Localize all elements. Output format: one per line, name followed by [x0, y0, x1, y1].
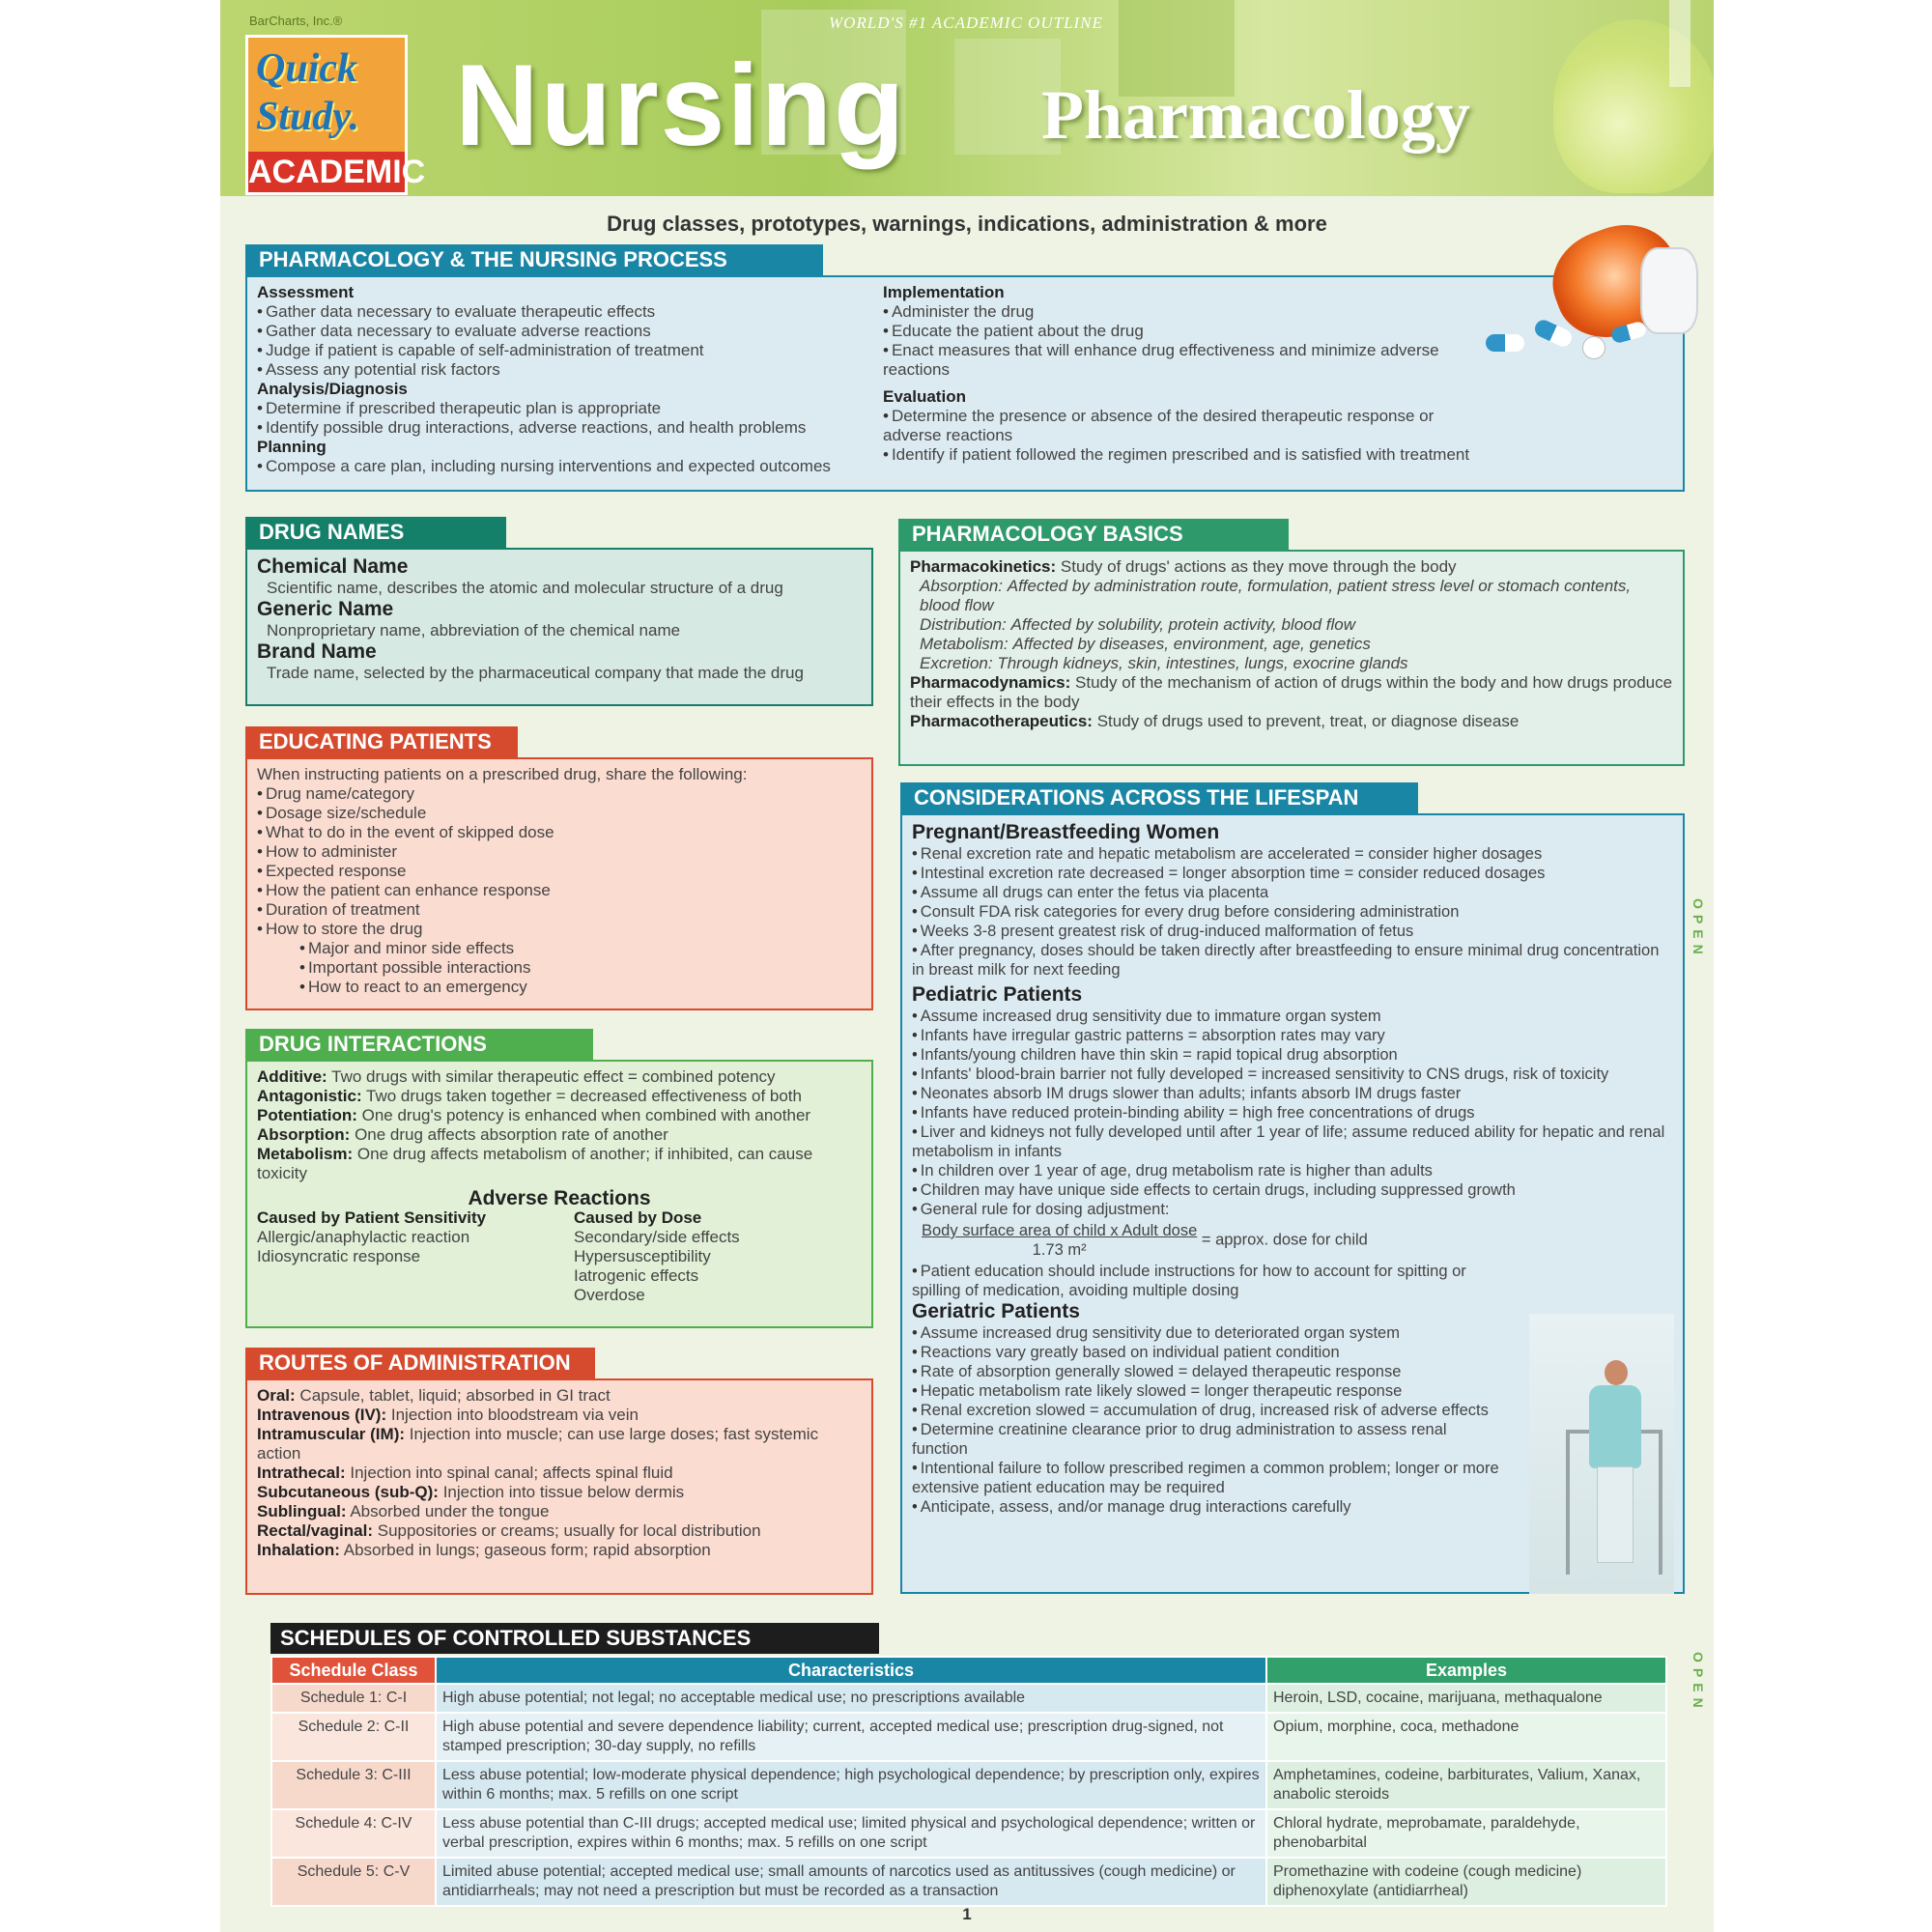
list-item: • Consult FDA risk categories for every drug before considering administration: [912, 902, 1673, 922]
list-item: • Gather data necessary to evaluate therapeutic effects: [257, 302, 854, 322]
section-header: DRUG NAMES: [245, 517, 506, 548]
schedule-class-cell: Schedule 3: C-III: [271, 1761, 436, 1809]
drug-interactions-panel: [245, 1029, 873, 1328]
logo-study: Study.: [256, 95, 359, 139]
term: Potentiation:: [257, 1106, 357, 1124]
educating-intro: When instructing patients on a prescribed drug, share the following:: [257, 765, 748, 783]
route-entry: [257, 1386, 862, 1406]
pediatric-list: [912, 1007, 1673, 1219]
drug-name-type: Brand Name: [257, 640, 377, 663]
drug-name-desc: Nonproprietary name, abbreviation of the chemical name: [267, 621, 681, 639]
adverse-reactions-heading: Adverse Reactions: [468, 1187, 651, 1209]
list-item: • After pregnancy, doses should be taken directly after breastfeeding to ensure minimal drug concentration in breast milk for next feeding: [912, 941, 1673, 980]
open-side-label: OPEN: [1690, 1652, 1706, 1714]
list-item: • Administer the drug: [883, 302, 1480, 322]
route-entry: [257, 1502, 862, 1521]
route-entry: [257, 1463, 862, 1483]
pharmacodynamics-desc: Study of the mechanism of action of drugs within the body and how drugs produce their effects in the body: [910, 673, 1673, 711]
term: Intramuscular (IM):: [257, 1425, 406, 1443]
list-item: • Expected response: [257, 862, 862, 881]
pill-bottle-illustration: [1476, 228, 1698, 363]
open-side-label: OPEN: [1690, 898, 1706, 960]
nursing-process-left: [257, 283, 854, 476]
definition: Two drugs taken together = decreased effectiveness of both: [366, 1087, 802, 1105]
publisher-credit: BarCharts, Inc.®: [249, 14, 343, 28]
planning-list: [257, 457, 854, 476]
examples-cell: Amphetamines, codeine, barbiturates, Valium, Xanax, anabolic steroids: [1266, 1761, 1666, 1809]
list-item: • Major and minor side effects: [299, 939, 862, 958]
list-item: • Neonates absorb IM drugs slower than adults; infants absorb IM drugs faster: [912, 1084, 1673, 1103]
educating-sublist: [257, 939, 862, 997]
examples-cell: Chloral hydrate, meprobamate, paraldehyde, phenobarbital: [1266, 1809, 1666, 1858]
list-item: • Assume all drugs can enter the fetus via placenta: [912, 883, 1673, 902]
quick-study-logo: [245, 35, 426, 195]
characteristics-cell: Less abuse potential than C-III drugs; accepted medical use; limited physical and psychological dependence; written or verbal prescription, expires within 6 months; max. 5 refills on one script: [436, 1809, 1266, 1858]
section-header: DRUG INTERACTIONS: [245, 1029, 593, 1060]
person-legs-icon: [1597, 1466, 1634, 1563]
term: Distribution:: [920, 615, 1007, 634]
pharmacokinetics-entry: [920, 654, 1673, 673]
term: Excretion:: [920, 654, 993, 672]
list-item: • Drug name/category: [257, 784, 862, 804]
section-body: [245, 275, 1685, 492]
definition: Affected by solubility, protein activity, blood flow: [1010, 615, 1356, 634]
definition: One drug affects absorption rate of another: [355, 1125, 668, 1144]
pediatric-heading: Pediatric Patients: [912, 983, 1083, 1006]
pharmacokinetics-entry: [920, 577, 1673, 615]
table-row: [271, 1713, 1666, 1761]
schedule-class-cell: Schedule 4: C-IV: [271, 1809, 436, 1858]
drug-names-panel: [245, 517, 873, 706]
list-item: • Renal excretion slowed = accumulation of drug, increased risk of adverse effects: [912, 1401, 1499, 1420]
drug-name-desc: Trade name, selected by the pharmaceutical company that made the drug: [267, 664, 804, 682]
list-item: • Reactions vary greatly based on individual patient condition: [912, 1343, 1499, 1362]
list-item: • Liver and kidneys not fully developed until after 1 year of life; assume reduced ability for hepatic and renal metabolism in infants: [912, 1122, 1673, 1161]
list-item: • Infants' blood-brain barrier not fully developed = increased sensitivity to CNS drugs, risk of toxicity: [912, 1065, 1673, 1084]
list-item: Iatrogenic effects: [574, 1266, 699, 1285]
page-title-sub: Pharmacology: [1041, 76, 1470, 154]
formula-result: = approx. dose for child: [1201, 1231, 1368, 1249]
list-item: • Assume increased drug sensitivity due to deteriorated organ system: [912, 1323, 1499, 1343]
assessment-list: [257, 302, 854, 380]
page-number: 1: [962, 1905, 972, 1923]
quick-study-sheet: [220, 0, 1714, 1932]
term: Oral:: [257, 1386, 296, 1405]
list-item: • Renal excretion rate and hepatic metabolism are accelerated = consider higher dosages: [912, 844, 1673, 864]
pharmacology-basics-panel: [898, 519, 1685, 766]
sensitivity-list: [257, 1228, 545, 1266]
definition: One drug affects metabolism of another; if inhibited, can cause toxicity: [257, 1145, 813, 1182]
sensitivity-column: [257, 1208, 545, 1305]
pharmacokinetics-desc: Study of drugs' actions as they move through the body: [1060, 557, 1457, 576]
definition: Two drugs with similar therapeutic effect = combined potency: [331, 1067, 776, 1086]
dose-list: [574, 1228, 862, 1305]
planning-heading: Planning: [257, 438, 327, 456]
list-item: Idiosyncratic response: [257, 1247, 421, 1265]
dose-column: [574, 1208, 862, 1305]
list-item: • Judge if patient is capable of self-administration of treatment: [257, 341, 854, 360]
pregnant-heading: Pregnant/Breastfeeding Women: [912, 821, 1220, 843]
pregnant-list: [912, 844, 1673, 980]
list-item: • Dosage size/schedule: [257, 804, 862, 823]
list-item: • Intentional failure to follow prescribed regimen a common problem; longer or more extensive patient education may be required: [912, 1459, 1499, 1497]
definition: Capsule, tablet, liquid; absorbed in GI tract: [299, 1386, 611, 1405]
term: Antagonistic:: [257, 1087, 362, 1105]
geriatric-heading: Geriatric Patients: [912, 1300, 1080, 1322]
list-item: • Infants/young children have thin skin = rapid topical drug absorption: [912, 1045, 1673, 1065]
list-item: • Determine the presence or absence of the desired therapeutic response or adverse reactions: [883, 407, 1480, 445]
list-item: • Anticipate, assess, and/or manage drug interactions carefully: [912, 1497, 1499, 1517]
column-header-examples: Examples: [1266, 1657, 1666, 1684]
examples-cell: Opium, morphine, coca, methadone: [1266, 1713, 1666, 1761]
drug-name-desc: Scientific name, describes the atomic and molecular structure of a drug: [267, 579, 783, 597]
list-item: • Assess any potential risk factors: [257, 360, 854, 380]
interaction-entry: [257, 1106, 862, 1125]
section-body: [898, 550, 1685, 766]
term: Absorption:: [920, 577, 1003, 595]
list-item: • Children may have unique side effects to certain drugs, including suppressed growth: [912, 1180, 1673, 1200]
pharmacokinetics-entry: [920, 635, 1673, 654]
evaluation-list: [883, 407, 1480, 465]
section-header: ROUTES OF ADMINISTRATION: [245, 1348, 595, 1378]
route-entry: [257, 1521, 862, 1541]
header-banner: [220, 0, 1714, 196]
list-item: • How the patient can enhance response: [257, 881, 862, 900]
list-item: • Intestinal excretion rate decreased = longer absorption time = consider reduced dosages: [912, 864, 1673, 883]
definition: Affected by diseases, environment, age, genetics: [1012, 635, 1371, 653]
implementation-heading: Implementation: [883, 283, 1005, 301]
pharmacokinetics-list: [910, 577, 1673, 673]
characteristics-cell: High abuse potential and severe dependence liability; current, accepted medical use; prescription drug-signed, not stamped prescription; 30-day supply, no refills: [436, 1713, 1266, 1761]
definition: Injection into spinal canal; affects spinal fluid: [350, 1463, 673, 1482]
definition: Absorbed in lungs; gaseous form; rapid absorption: [343, 1541, 711, 1559]
list-item: • Hepatic metabolism rate likely slowed = longer therapeutic response: [912, 1381, 1499, 1401]
examples-cell: Heroin, LSD, cocaine, marijuana, methaqualone: [1266, 1684, 1666, 1713]
formula-denominator: 1.73 m²: [1032, 1241, 1087, 1259]
list-item: • Compose a care plan, including nursing interventions and expected outcomes: [257, 457, 854, 476]
list-item: • Educate the patient about the drug: [883, 322, 1480, 341]
list-item: • Patient education should include instructions for how to account for spitting or spilling of medication, avoiding multiple dosing: [912, 1262, 1499, 1300]
section-header: SCHEDULES OF CONTROLLED SUBSTANCES: [270, 1623, 879, 1654]
term: Intrathecal:: [257, 1463, 346, 1482]
table-row: [271, 1761, 1666, 1809]
list-item: • Infants have reduced protein-binding ability = high free concentrations of drugs: [912, 1103, 1673, 1122]
term: Sublingual:: [257, 1502, 347, 1520]
term: Intravenous (IV):: [257, 1406, 387, 1424]
educating-patients-panel: [245, 726, 873, 1010]
section-body: [245, 757, 873, 1010]
definition: One drug's potency is enhanced when combined with another: [361, 1106, 811, 1124]
list-item: • General rule for dosing adjustment:: [912, 1200, 1673, 1219]
interaction-entry: [257, 1145, 862, 1183]
routes-panel: [245, 1348, 873, 1595]
characteristics-cell: High abuse potential; not legal; no acceptable medical use; no prescriptions available: [436, 1684, 1266, 1713]
schedule-class-cell: Schedule 1: C-I: [271, 1684, 436, 1713]
term: Absorption:: [257, 1125, 351, 1144]
section-body: [245, 1060, 873, 1328]
term: Metabolism:: [920, 635, 1009, 653]
definition: Injection into tissue below dermis: [442, 1483, 685, 1501]
interaction-entry: [257, 1087, 862, 1106]
page-title-main: Nursing: [455, 41, 907, 170]
list-item: • What to do in the event of skipped dose: [257, 823, 862, 842]
column-header-characteristics: Characteristics: [436, 1657, 1266, 1684]
test-tube-illustration: [1669, 0, 1690, 87]
section-header: CONSIDERATIONS ACROSS THE LIFESPAN: [900, 782, 1418, 813]
term: Rectal/vaginal:: [257, 1521, 373, 1540]
tablet-icon: [1582, 336, 1605, 359]
list-item: Allergic/anaphylactic reaction: [257, 1228, 470, 1246]
implementation-list: [883, 302, 1480, 380]
pharmacokinetics-entry: [920, 615, 1673, 635]
definition: Absorbed under the tongue: [350, 1502, 550, 1520]
page-subtitle: Drug classes, prototypes, warnings, indications, administration & more: [607, 212, 1327, 236]
list-item: • Identify possible drug interactions, adverse reactions, and health problems: [257, 418, 854, 438]
list-item: • Enact measures that will enhance drug effectiveness and minimize adverse reactions: [883, 341, 1480, 380]
section-header: PHARMACOLOGY BASICS: [898, 519, 1289, 550]
list-item: • How to store the drug: [257, 920, 862, 939]
educating-list: [257, 784, 862, 939]
route-entry: [257, 1541, 862, 1560]
list-item: • Determine creatinine clearance prior to drug administration to assess renal function: [912, 1420, 1499, 1459]
analysis-heading: Analysis/Diagnosis: [257, 380, 408, 398]
definition: Injection into muscle; can use large doses; fast systemic action: [257, 1425, 819, 1463]
definition: Suppositories or creams; usually for local distribution: [377, 1521, 761, 1540]
list-item: • Determine if prescribed therapeutic plan is appropriate: [257, 399, 854, 418]
list-item: Hypersusceptibility: [574, 1247, 711, 1265]
pharmacodynamics-term: Pharmacodynamics:: [910, 673, 1071, 692]
interaction-entry: [257, 1067, 862, 1087]
list-item: • Important possible interactions: [299, 958, 862, 978]
route-entry: [257, 1406, 862, 1425]
schedule-class-cell: Schedule 2: C-II: [271, 1713, 436, 1761]
column-header-class: Schedule Class: [271, 1657, 436, 1684]
section-header: PHARMACOLOGY & THE NURSING PROCESS: [245, 244, 823, 275]
drug-name-type: Generic Name: [257, 598, 394, 620]
table-row: [271, 1684, 1666, 1713]
list-item: Secondary/side effects: [574, 1228, 740, 1246]
definition: Injection into bloodstream via vein: [390, 1406, 639, 1424]
examples-cell: Promethazine with codeine (cough medicine) diphenoxylate (antidiarrheal): [1266, 1858, 1666, 1906]
interactions-list: [257, 1067, 862, 1183]
elderly-patient-illustration: [1529, 1314, 1674, 1594]
list-item: • Assume increased drug sensitivity due to immature organ system: [912, 1007, 1673, 1026]
list-item: • Infants have irregular gastric patterns = absorption rates may vary: [912, 1026, 1673, 1045]
schedules-table: [270, 1656, 1667, 1907]
definition: Through kidneys, skin, intestines, lungs, exocrine glands: [997, 654, 1408, 672]
list-item: • Weeks 3-8 present greatest risk of drug-induced malformation of fetus: [912, 922, 1673, 941]
logo-quick: Quick: [256, 46, 357, 91]
list-item: • How to react to an emergency: [299, 978, 862, 997]
term: Metabolism:: [257, 1145, 354, 1163]
nursing-process-panel: [245, 244, 1685, 492]
capsule-icon: [1486, 334, 1524, 352]
term: Additive:: [257, 1067, 327, 1086]
schedules-table-body: [271, 1684, 1666, 1906]
bottle-cap-icon: [1640, 247, 1698, 334]
sensitivity-heading: Caused by Patient Sensitivity: [257, 1208, 487, 1227]
tagline: WORLD'S #1 ACADEMIC OUTLINE: [829, 14, 1103, 32]
section-body: [245, 1378, 873, 1595]
evaluation-heading: Evaluation: [883, 387, 966, 406]
interaction-entry: [257, 1125, 862, 1145]
list-item: • Duration of treatment: [257, 900, 862, 920]
analysis-list: [257, 399, 854, 438]
characteristics-cell: Less abuse potential; low-moderate physical dependence; high psychological dependence; by prescription only, expires within 6 months; max. 5 refills on one script: [436, 1761, 1266, 1809]
list-item: • How to administer: [257, 842, 862, 862]
pediatric-last-list: [912, 1262, 1673, 1300]
table-row: [271, 1858, 1666, 1906]
term: Inhalation:: [257, 1541, 340, 1559]
logo-academic: ACADEMIC: [248, 154, 426, 190]
route-entry: [257, 1483, 862, 1502]
person-head-icon: [1605, 1360, 1628, 1385]
pharmacotherapeutics-desc: Study of drugs used to prevent, treat, or diagnose disease: [1096, 712, 1520, 730]
list-item: • Gather data necessary to evaluate adverse reactions: [257, 322, 854, 341]
section-header: EDUCATING PATIENTS: [245, 726, 518, 757]
list-item: • In children over 1 year of age, drug metabolism rate is higher than adults: [912, 1161, 1673, 1180]
person-body-icon: [1589, 1385, 1641, 1468]
list-item: Overdose: [574, 1286, 645, 1304]
assessment-heading: Assessment: [257, 283, 355, 301]
formula-numerator: Body surface area of child x Adult dose: [922, 1222, 1198, 1239]
table-row: [271, 1809, 1666, 1858]
list-item: • Identify if patient followed the regimen prescribed and is satisfied with treatment: [883, 445, 1480, 465]
route-entry: [257, 1425, 862, 1463]
list-item: • Rate of absorption generally slowed = delayed therapeutic response: [912, 1362, 1499, 1381]
characteristics-cell: Limited abuse potential; accepted medical use; small amounts of narcotics used as antitussives (cough medicine) or antidiarrheals; may not need a prescription but must be recorded as a transaction: [436, 1858, 1266, 1906]
term: Subcutaneous (sub-Q):: [257, 1483, 439, 1501]
dose-heading: Caused by Dose: [574, 1208, 702, 1227]
pharmacotherapeutics-term: Pharmacotherapeutics:: [910, 712, 1093, 730]
schedule-class-cell: Schedule 5: C-V: [271, 1858, 436, 1906]
pharmacokinetics-term: Pharmacokinetics:: [910, 557, 1057, 576]
definition: Affected by administration route, formulation, patient stress level or stomach contents, blood flow: [920, 577, 1632, 614]
drug-name-type: Chemical Name: [257, 555, 409, 578]
section-body: [245, 548, 873, 706]
dosing-formula: [912, 1221, 1673, 1260]
